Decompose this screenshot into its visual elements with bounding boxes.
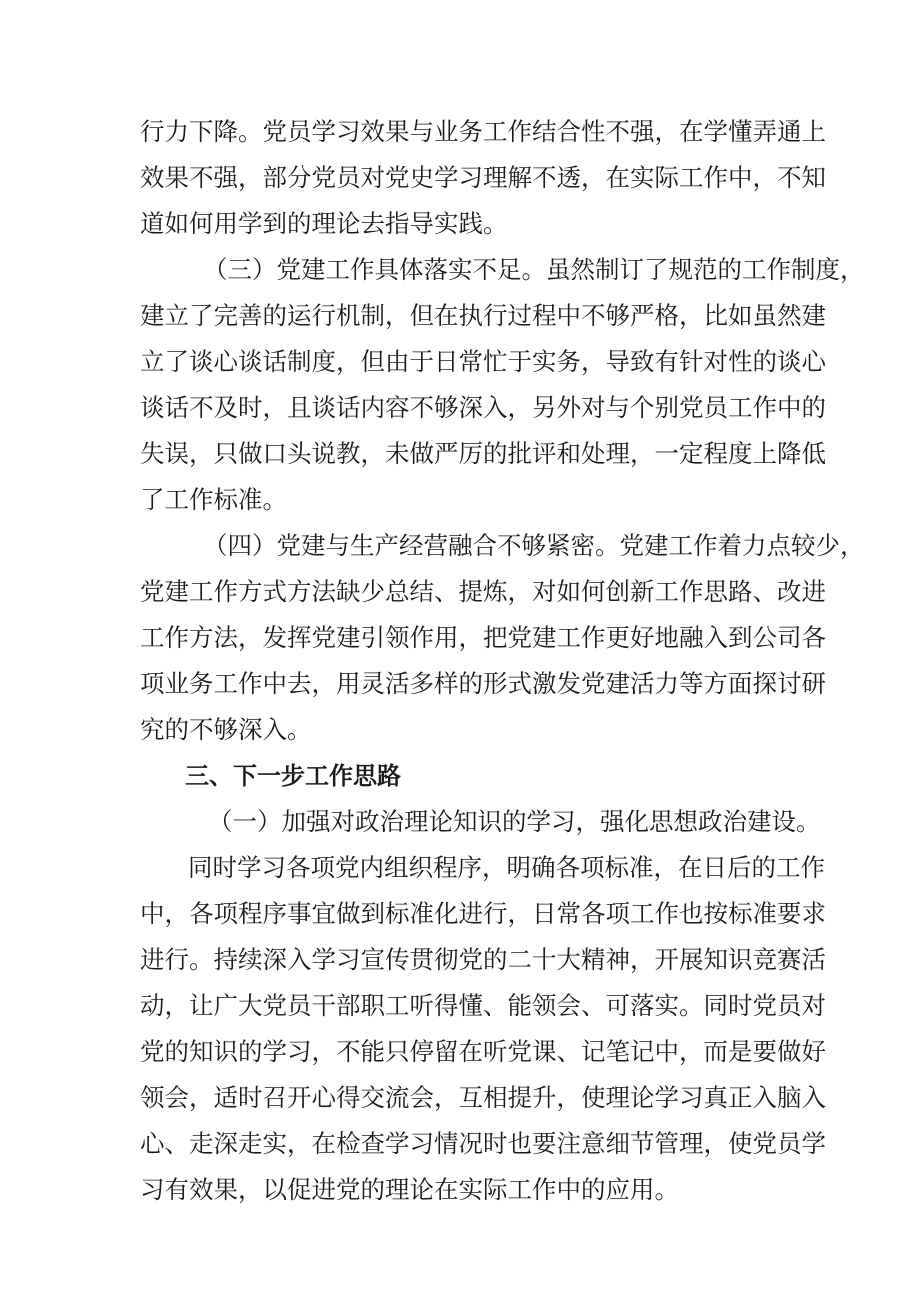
text-line: 项业务工作中去，用灵活多样的形式激发党建活力等方面探讨研	[140, 669, 826, 698]
text-line: 谈话不及时，且谈话内容不够深入，另外对与个别党员工作中的	[140, 393, 826, 422]
text-line: 党的知识的学习，不能只停留在听党课、记笔记中，而是要做好	[140, 1037, 826, 1066]
text-line: 同时学习各项党内组织程序，明确各项标准，在日后的工作	[188, 853, 825, 882]
text-line: 究的不够深入。	[140, 715, 312, 744]
text-line: 道如何用学到的理论去指导实践。	[140, 209, 508, 238]
text-line: 失误，只做口头说教，未做严厉的批评和处理，一定程度上降低	[140, 439, 826, 468]
text-line: 进行。持续深入学习宣传贯彻党的二十大精神，开展知识竞赛活	[140, 945, 826, 974]
text-line: 中，各项程序事宜做到标准化进行，日常各项工作也按标准要求	[140, 899, 826, 928]
paragraph-heading-4: （四）党建与生产经营融合不够紧密。党建工作着力点较少，	[203, 531, 865, 560]
text-line: 心、走深走实，在检查学习情况时也要注意细节管理，使党员学	[140, 1129, 826, 1158]
text-line: 领会，适时召开心得交流会，互相提升，使理论学习真正入脑入	[140, 1083, 826, 1112]
text-line: 习有效果，以促进党的理论在实际工作中的应用。	[140, 1175, 679, 1204]
text-line: 行力下降。党员学习效果与业务工作结合性不强，在学懂弄通上	[140, 117, 826, 146]
text-line: 工作方法，发挥党建引领作用，把党建工作更好地融入到公司各	[140, 623, 826, 652]
text-line: 了工作标准。	[140, 485, 287, 514]
text-line: 立了谈心谈话制度，但由于日常忙于实务，导致有针对性的谈心	[140, 347, 826, 376]
text-line: 效果不强，部分党员对党史学习理解不透，在实际工作中，不知	[140, 163, 826, 192]
paragraph-heading-3: （三）党建工作具体落实不足。虽然制订了规范的工作制度，	[203, 255, 865, 284]
section-heading: 三、下一步工作思路	[185, 762, 401, 790]
text-line: 动，让广大党员干部职工听得懂、能领会、可落实。同时党员对	[140, 991, 826, 1020]
text-line: 党建工作方式方法缺少总结、提炼，对如何创新工作思路、改进	[140, 577, 826, 606]
sub-heading-1: （一）加强对政治理论知识的学习，强化思想政治建设。	[208, 807, 821, 836]
text-line: 建立了完善的运行机制，但在执行过程中不够严格，比如虽然建	[140, 301, 826, 330]
